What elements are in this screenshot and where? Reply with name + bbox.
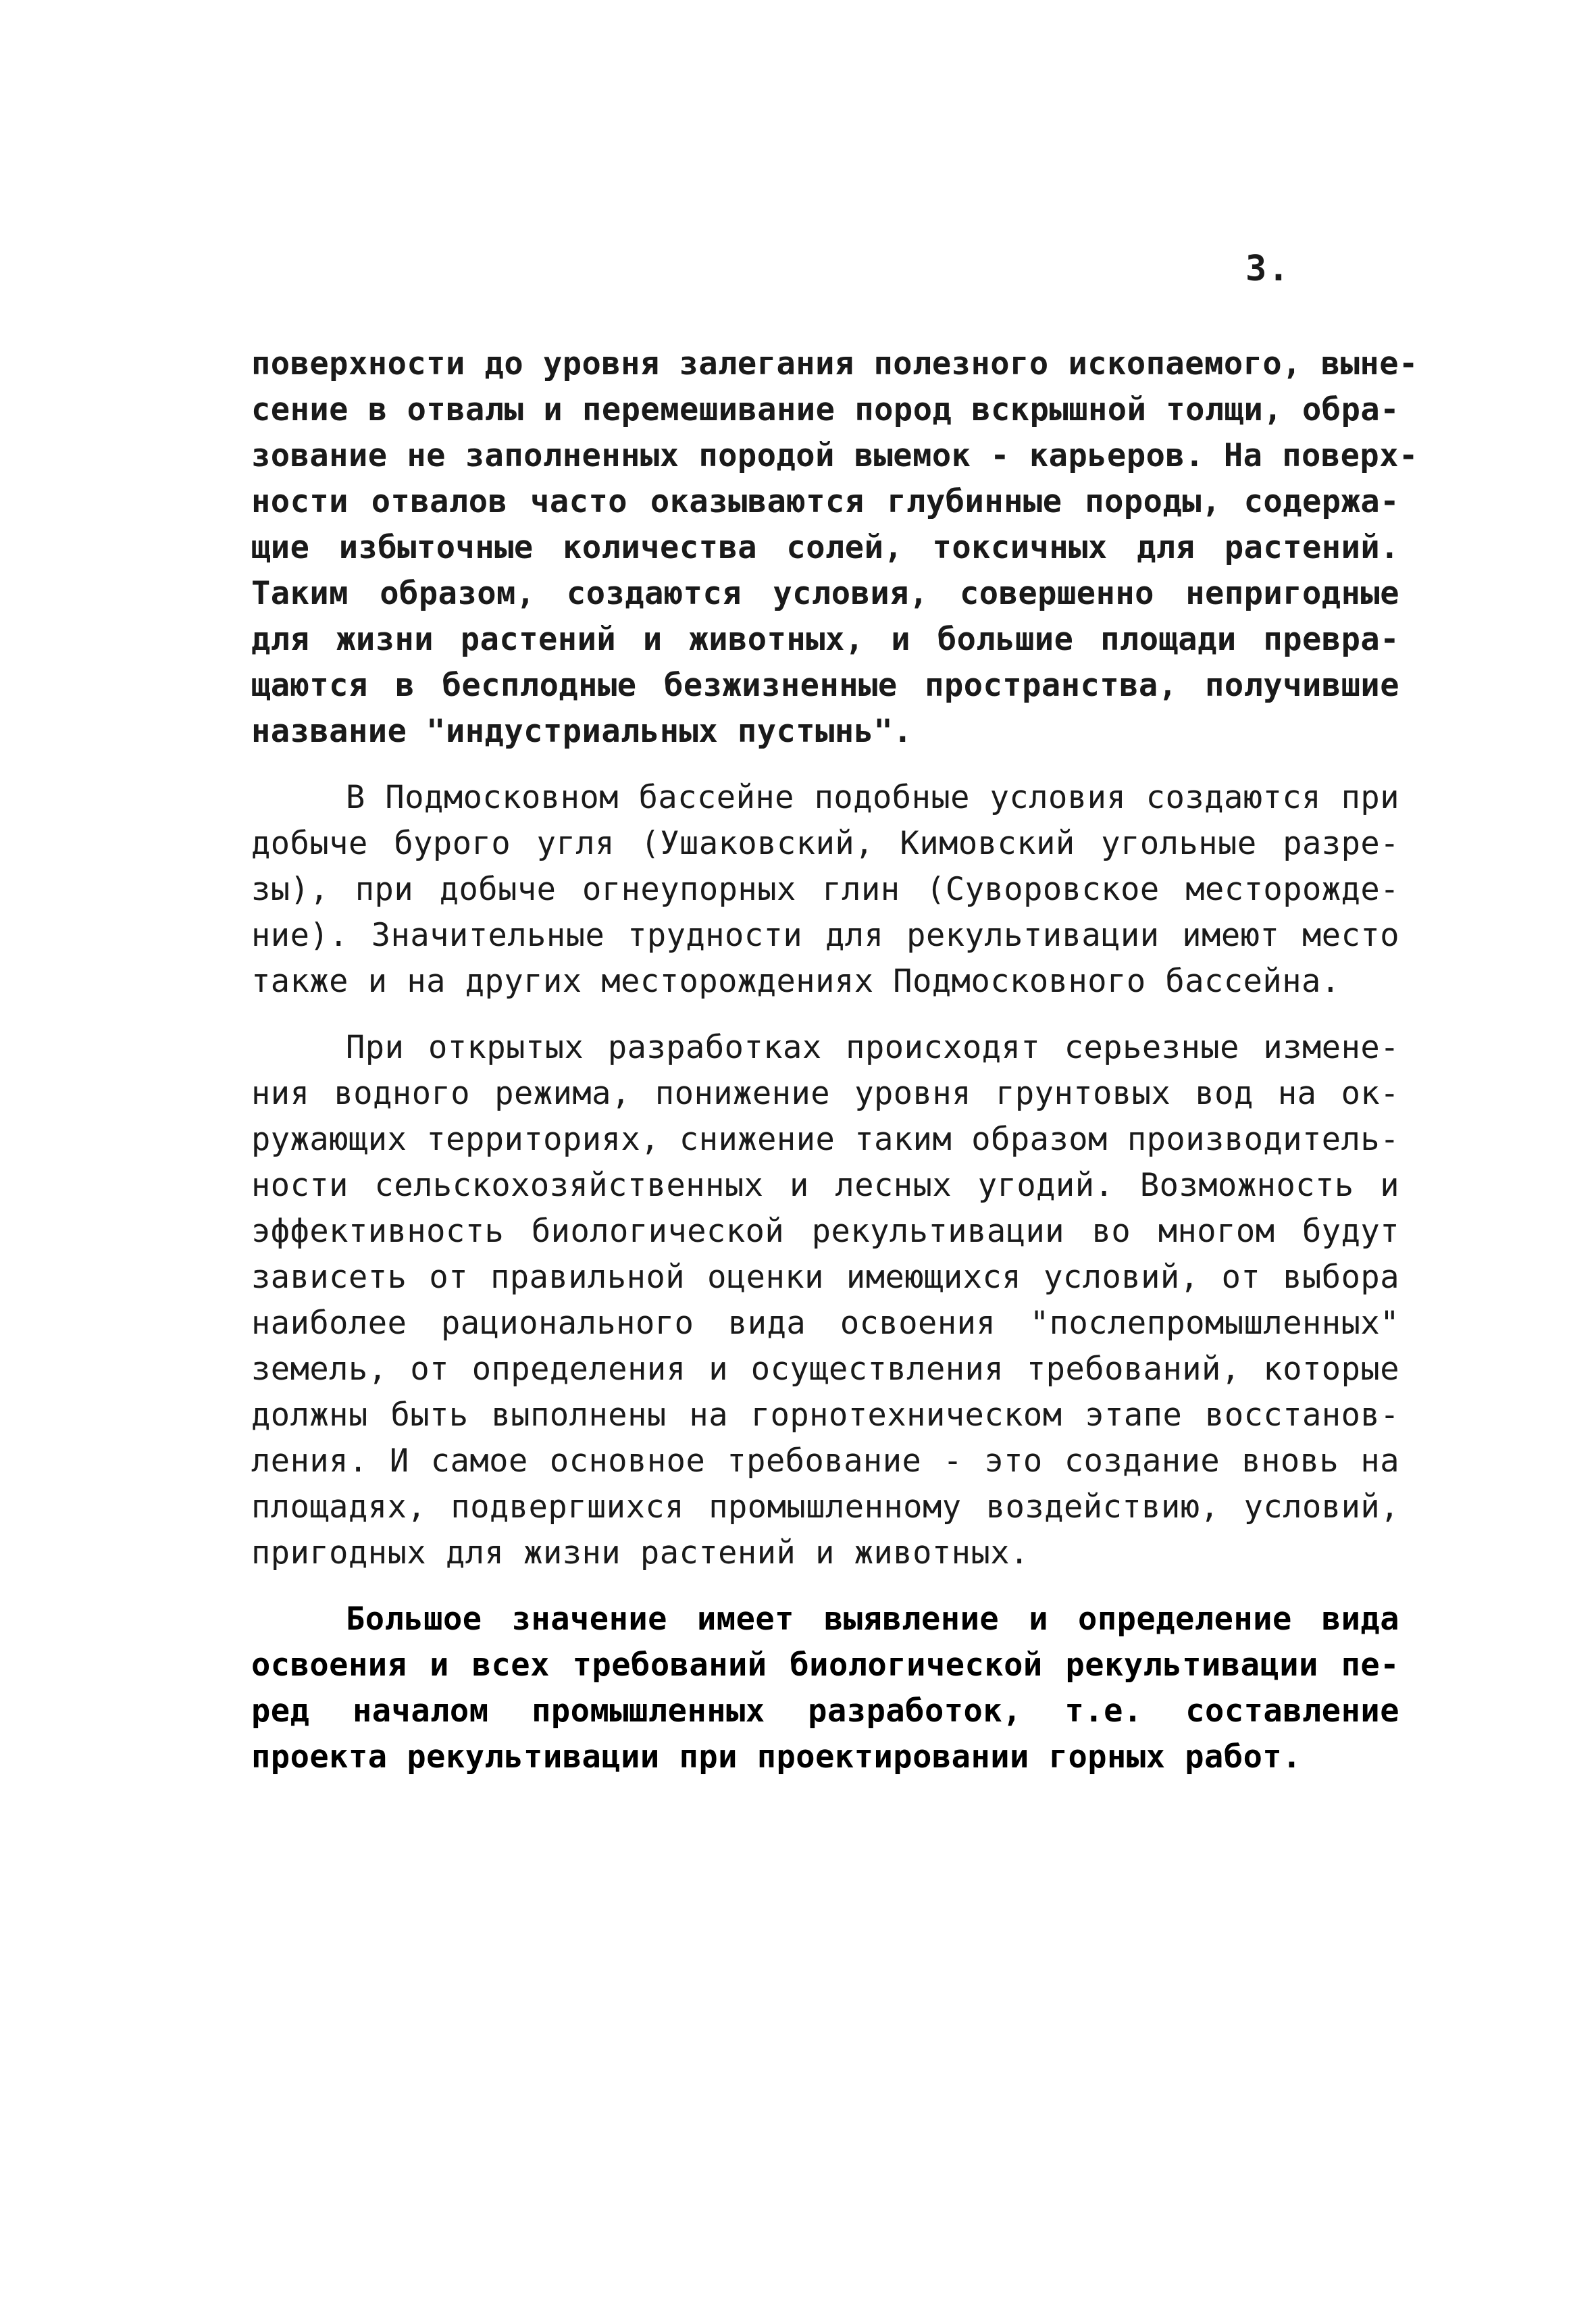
text-line: Таким образом, создаются условия, совершенно непригодные (251, 575, 1399, 612)
text-line: освоения и всех требований биологической рекультивации пе- (251, 1646, 1399, 1684)
text-line: щаются в бесплодные безжизненные пространства, получившие (251, 667, 1399, 704)
text-line: площадях, подвергшихся промышленному воздействию, условий, (251, 1488, 1399, 1526)
text-line: ние). Значительные трудности для рекультивации имеют место (251, 917, 1399, 954)
text-line: При открытых разработках происходят серьезные измене- (346, 1029, 1399, 1066)
text-line: наиболее рационального вида освоения "послепромышленных" (251, 1305, 1399, 1342)
text-line: пригодных для жизни растений и животных. (251, 1534, 1029, 1571)
paragraph-1 (251, 341, 1418, 755)
text-line: эффективность биологической рекультивации во многом будут (251, 1213, 1399, 1250)
text-line: зависеть от правильной оценки имеющихся условий, от выбора (251, 1259, 1399, 1296)
text-line: щие избыточные количества солей, токсичных для растений. (251, 529, 1399, 566)
text-line: земель, от определения и осуществления требований, которые (251, 1351, 1399, 1388)
text-line: добыче бурого угля (Ушаковский, Кимовский угольные разре- (251, 825, 1399, 862)
paragraph-4 (251, 1596, 1399, 1780)
text-line: также и на других месторождениях Подмосковного бассейна. (251, 963, 1341, 1000)
text-line: Большое значение имеет выявление и определение вида (346, 1601, 1399, 1638)
text-line: поверхности до уровня залегания полезного ископаемого, выне- (251, 345, 1418, 382)
text-line: ности отвалов часто оказываются глубинные породы, содержа- (251, 483, 1399, 520)
text-line: для жизни растений и животных, и большие площади превра- (251, 621, 1399, 658)
paragraph-2 (251, 775, 1399, 1005)
text-line: сение в отвалы и перемешивание пород вскрышной толщи, обра- (251, 391, 1399, 428)
text-line: зование не заполненных породой выемок - карьеров. На поверх- (251, 437, 1418, 474)
document-body (251, 341, 1418, 1780)
page-number: 3. (1245, 249, 1291, 289)
text-line: ния водного режима, понижение уровня грунтовых вод на ок- (251, 1075, 1399, 1112)
text-line: ружающих территориях, снижение таким образом производитель- (251, 1121, 1399, 1158)
text-line: ред началом промышленных разработок, т.е. составление (251, 1692, 1399, 1730)
text-line: зы), при добыче огнеупорных глин (Суворовское месторожде- (251, 871, 1399, 908)
text-line: В Подмосковном бассейне подобные условия создаются при (346, 779, 1399, 816)
text-line: должны быть выполнены на горнотехническом этапе восстанов- (251, 1397, 1399, 1434)
text-line: проекта рекультивации при проектировании горных работ. (251, 1738, 1302, 1776)
text-line: название "индустриальных пустынь". (251, 713, 913, 750)
text-line: ности сельскохозяйственных и лесных угодий. Возможность и (251, 1167, 1399, 1204)
text-line: ления. И самое основное требование - это создание вновь на (251, 1442, 1399, 1480)
paragraph-3 (251, 1025, 1399, 1576)
